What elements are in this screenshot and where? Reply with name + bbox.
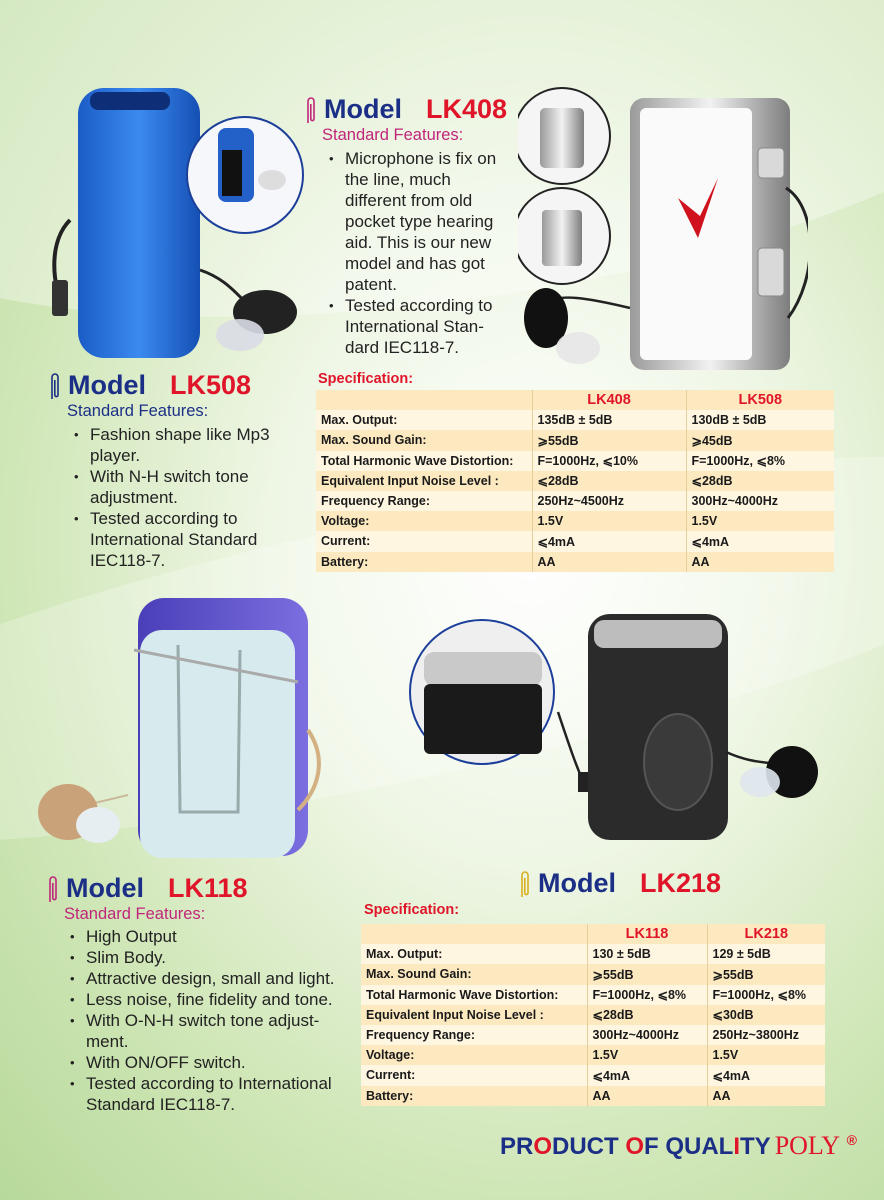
lk118-features-list — [66, 926, 356, 1115]
spec-value: F=1000Hz, ⩽8% — [686, 451, 834, 471]
footer-brand — [500, 1131, 857, 1161]
lk408-model-heading — [304, 94, 507, 125]
footer-text: O — [625, 1133, 645, 1160]
spec1-title: Specification: — [318, 371, 414, 387]
spec-header-row — [361, 924, 825, 944]
lk508-features-heading: Standard Features: — [67, 402, 209, 420]
spec-value: ⩽28dB — [532, 471, 686, 491]
spec-label: Battery: — [316, 552, 532, 572]
spec-label: Max. Sound Gain: — [361, 964, 587, 984]
lk508-product-image — [40, 80, 310, 370]
model-label: Model — [68, 370, 146, 400]
spec-value: ⩽30dB — [707, 1005, 825, 1025]
spec-label: Max. Output: — [361, 944, 587, 964]
spec-value: 130 ± 5dB — [587, 944, 707, 964]
spec-label: Equivalent Input Noise Level : — [361, 1005, 587, 1025]
spec-value: 1.5V — [587, 1045, 707, 1065]
spec-label: Equivalent Input Noise Level : — [316, 471, 532, 491]
table-row — [361, 1045, 825, 1065]
spec-value: ⩽4mA — [532, 531, 686, 551]
lk118-features-heading: Standard Features: — [64, 905, 206, 923]
spec-col-header: LK508 — [686, 390, 834, 410]
lk218-product-image — [408, 612, 838, 852]
spec-value: ⩾55dB — [532, 430, 686, 450]
spec-label: Frequency Range: — [316, 491, 532, 511]
table-row — [316, 471, 834, 491]
table-row — [316, 552, 834, 572]
lk218-model-heading — [518, 868, 721, 899]
table-row — [361, 944, 825, 964]
table-row — [316, 451, 834, 471]
spec-header-empty — [316, 390, 532, 410]
paperclip-icon — [304, 95, 318, 125]
spec-label: Total Harmonic Wave Distortion: — [361, 985, 587, 1005]
model-label: Model — [538, 868, 616, 898]
table-row — [361, 1065, 825, 1085]
spec-label: Battery: — [361, 1086, 587, 1106]
lk408-features-list — [325, 148, 515, 358]
footer-brand-name: POLY — [774, 1131, 840, 1160]
feature-item: • With ON/OFF switch. — [66, 1052, 356, 1073]
spec-value: 135dB ± 5dB — [532, 410, 686, 430]
lk508-features-list — [70, 424, 290, 571]
spec-header-empty — [361, 924, 587, 944]
model-code: LK408 — [426, 94, 508, 124]
model-code: LK118 — [168, 873, 248, 903]
spec1-table — [316, 390, 834, 572]
lk508-model-heading — [48, 370, 251, 401]
spec-label: Current: — [361, 1065, 587, 1085]
footer-text: O — [533, 1133, 553, 1160]
spec-value: 1.5V — [686, 511, 834, 531]
spec-value: ⩾55dB — [587, 964, 707, 984]
feature-item: • High Output — [66, 926, 356, 947]
spec-value: ⩾55dB — [707, 964, 825, 984]
spec-value: 250Hz~4500Hz — [532, 491, 686, 511]
spec-col-header: LK218 — [707, 924, 825, 944]
spec-value: 1.5V — [532, 511, 686, 531]
table-row — [361, 1005, 825, 1025]
spec-value: F=1000Hz, ⩽8% — [587, 985, 707, 1005]
feature-item: • Less noise, fine fidelity and tone. — [66, 989, 356, 1010]
spec-value: AA — [587, 1086, 707, 1106]
spec-value: AA — [686, 552, 834, 572]
spec-value: 300Hz~4000Hz — [686, 491, 834, 511]
table-row — [316, 491, 834, 511]
spec-value: AA — [707, 1086, 825, 1106]
table-row — [316, 531, 834, 551]
spec-value: 130dB ± 5dB — [686, 410, 834, 430]
table-row — [361, 985, 825, 1005]
spec-label: Current: — [316, 531, 532, 551]
model-code: LK218 — [640, 868, 722, 898]
footer-text: PR — [500, 1133, 534, 1160]
registered-mark: ® — [846, 1132, 857, 1148]
spec-label: Max. Sound Gain: — [316, 430, 532, 450]
spec-col-header: LK118 — [587, 924, 707, 944]
lk408-features-heading: Standard Features: — [322, 126, 464, 144]
spec-value: ⩽28dB — [587, 1005, 707, 1025]
spec-label: Total Harmonic Wave Distortion: — [316, 451, 532, 471]
spec-value: ⩽4mA — [707, 1065, 825, 1085]
footer-text: I — [733, 1133, 741, 1160]
spec-value: ⩽4mA — [587, 1065, 707, 1085]
footer-text: F QUAL — [644, 1133, 734, 1160]
feature-item: • Tested according to International Standard IEC118-7. — [70, 508, 290, 571]
paperclip-icon — [48, 371, 62, 401]
table-row — [361, 1086, 825, 1106]
table-row — [361, 964, 825, 984]
spec-value: 250Hz~3800Hz — [707, 1025, 825, 1045]
spec-label: Max. Output: — [316, 410, 532, 430]
spec-value: ⩽4mA — [686, 531, 834, 551]
model-label: Model — [324, 94, 402, 124]
spec-label: Voltage: — [316, 511, 532, 531]
lk408-product-image — [518, 78, 808, 383]
feature-item: • Slim Body. — [66, 947, 356, 968]
table-row — [316, 511, 834, 531]
spec-value: ⩽28dB — [686, 471, 834, 491]
footer-text: DUCT — [552, 1133, 626, 1160]
feature-item: • With O-N-H switch tone adjust- ment. — [66, 1010, 356, 1052]
spec-value: AA — [532, 552, 686, 572]
feature-item: • Microphone is fix on the line, much different from old pocket type hearing aid. This is our new model and has got patent. — [325, 148, 515, 295]
spec-label: Voltage: — [361, 1045, 587, 1065]
feature-item: • Fashion shape like Mp3 player. — [70, 424, 290, 466]
lk118-model-heading — [46, 873, 248, 904]
spec-value: 300Hz~4000Hz — [587, 1025, 707, 1045]
feature-item: • Tested according to International Standard IEC118-7. — [66, 1073, 356, 1115]
feature-item: • Attractive design, small and light. — [66, 968, 356, 989]
model-code: LK508 — [170, 370, 252, 400]
spec-label: Frequency Range: — [361, 1025, 587, 1045]
spec-header-row — [316, 390, 834, 410]
table-row — [316, 410, 834, 430]
spec-value: ⩾45dB — [686, 430, 834, 450]
paperclip-icon — [46, 874, 60, 904]
table-row — [316, 430, 834, 450]
spec-col-header: LK408 — [532, 390, 686, 410]
spec-value: 129 ± 5dB — [707, 944, 825, 964]
spec-value: F=1000Hz, ⩽10% — [532, 451, 686, 471]
spec-value: 1.5V — [707, 1045, 825, 1065]
feature-item: • Tested according to International Stan- dard IEC118-7. — [325, 295, 515, 358]
table-row — [361, 1025, 825, 1045]
spec2-table — [361, 924, 825, 1106]
spec2-title: Specification: — [364, 902, 460, 918]
spec-value: F=1000Hz, ⩽8% — [707, 985, 825, 1005]
model-label: Model — [66, 873, 144, 903]
footer-text: TY — [740, 1133, 771, 1160]
lk118-product-image — [28, 590, 328, 865]
paperclip-icon — [518, 869, 532, 899]
feature-item: • With N-H switch tone adjustment. — [70, 466, 290, 508]
